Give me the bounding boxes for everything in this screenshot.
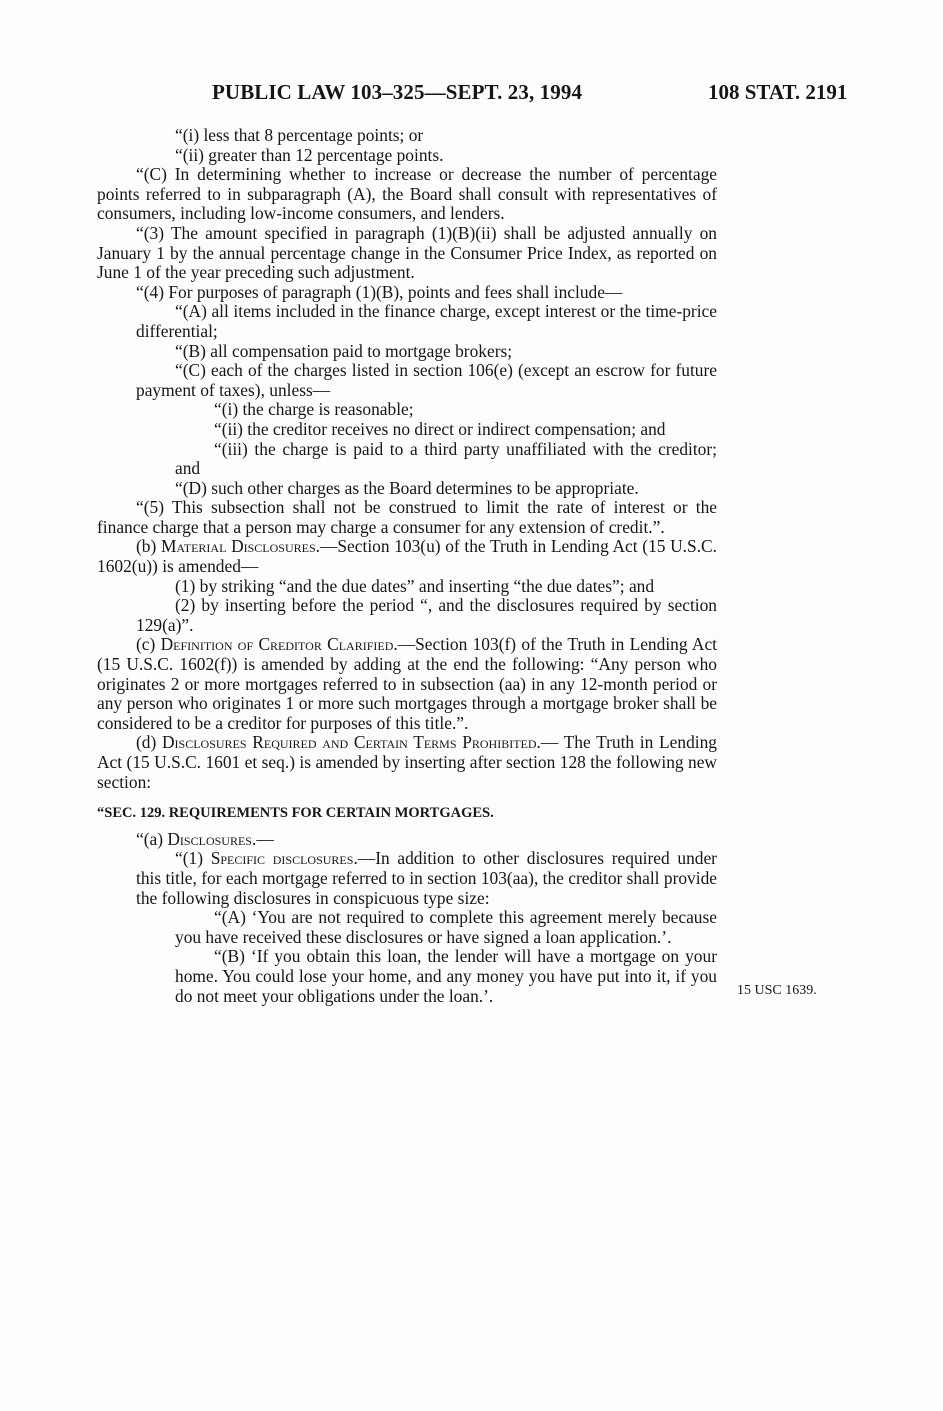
- subsection-d: (d) Disclosures Required and Certain Terms Prohibited.— The Truth in Lending Act (15 U.S.C. 1601 et seq.) is amended by inserting after section 128 the following new section:: [97, 732, 717, 792]
- page-number-stat: 108 STAT. 2191: [708, 80, 848, 104]
- paragraph-4-c-ii: “(ii) the creditor receives no direct or indirect compensation; and: [214, 418, 666, 439]
- subsection-b-caption: Material Disclosures.: [160, 536, 320, 557]
- section-129-a-1: “(1) Specific disclosures.—In addition to other disclosures required under this title, for each mortgage referred to in section 103(aa), the creditor shall provide the following disclosures in conspicuous type size:: [136, 848, 717, 908]
- paragraph-5: “(5) This subsection shall not be construed to limit the rate of interest or the finance charge that a person may charge a consumer for any extension of credit.”.: [97, 497, 717, 537]
- paragraph-clause-ii: “(ii) greater than 12 percentage points.: [175, 144, 444, 165]
- section-129-a-caption: Disclosures.: [167, 828, 257, 849]
- paragraph-4-c-i: “(i) the charge is reasonable;: [214, 399, 414, 420]
- running-header-title: PUBLIC LAW 103–325—SEPT. 23, 1994: [212, 80, 583, 104]
- subsection-c-caption: Definition of Creditor Clarified.: [160, 634, 398, 655]
- subsection-d-caption: Disclosures Required and Certain Terms Prohibited.: [161, 732, 541, 753]
- section-129-a-1-B: “(B) ‘If you obtain this loan, the lender will have a mortgage on your home. You could lose your home, and any money you have put into it, if you do not meet your obligations under the loan.’.: [175, 946, 717, 1006]
- section-129-a-1-A: “(A) ‘You are not required to complete this agreement merely because you have received these disclosures or have signed a loan application.’.: [175, 907, 717, 947]
- paragraph-4: “(4) For purposes of paragraph (1)(B), points and fees shall include—: [136, 281, 623, 302]
- subsection-c: (c) Definition of Creditor Clarified.—Section 103(f) of the Truth in Lending Act (15 U.S.C. 1602(f)) is amended by adding at the end the following: “Any person who originates 2 or more mortgages referred to in subsection (aa) in any 12-month period or any person who originates 1 or more such mortgages through a mortgage broker shall be considered to be a creditor for purposes of this title.”.: [97, 634, 717, 733]
- paragraph-4-b: “(B) all compensation paid to mortgage brokers;: [175, 340, 513, 361]
- margin-citation: 15 USC 1639.: [737, 983, 817, 998]
- paragraph-clause-i: “(i) less that 8 percentage points; or: [175, 125, 424, 145]
- section-heading: “SEC. 129. REQUIREMENTS FOR CERTAIN MORTGAGES.: [97, 805, 494, 822]
- paragraph-4-c: “(C) each of the charges listed in section 106(e) (except an escrow for future payment of taxes), unless—: [136, 360, 717, 400]
- paragraph-4-d: “(D) such other charges as the Board determines to be appropriate.: [175, 477, 639, 498]
- paragraph-4-a: “(A) all items included in the finance charge, except interest or the time-price differential;: [136, 301, 717, 341]
- paragraph-4-c-iii: “(iii) the charge is paid to a third party unaffiliated with the creditor; and: [175, 438, 717, 479]
- paragraph-subpara-c: “(C) In determining whether to increase or decrease the number of percentage points referred to in subparagraph (A), the Board shall consult with representatives of consumers, including low-income consumers, and lenders.: [97, 164, 717, 224]
- section-129-a-1-caption: Specific disclosures.: [210, 848, 358, 869]
- paragraph-3: “(3) The amount specified in paragraph (1)(B)(ii) shall be adjusted annually on January 1 by the annual percentage change in the Consumer Price Index, as reported on June 1 of the year preceding such adjustment.: [97, 222, 717, 283]
- subsection-b-2: (2) by inserting before the period “, and the disclosures required by section 129(a)”.: [136, 595, 717, 635]
- subsection-b-1: (1) by striking “and the due dates” and inserting “the due dates”; and: [175, 575, 655, 596]
- subsection-b: (b) Material Disclosures.—Section 103(u) of the Truth in Lending Act (15 U.S.C. 1602(u)) is amended—: [97, 536, 717, 577]
- document-body: [97, 126, 717, 1006]
- section-129-a: “(a) Disclosures.—: [136, 828, 274, 849]
